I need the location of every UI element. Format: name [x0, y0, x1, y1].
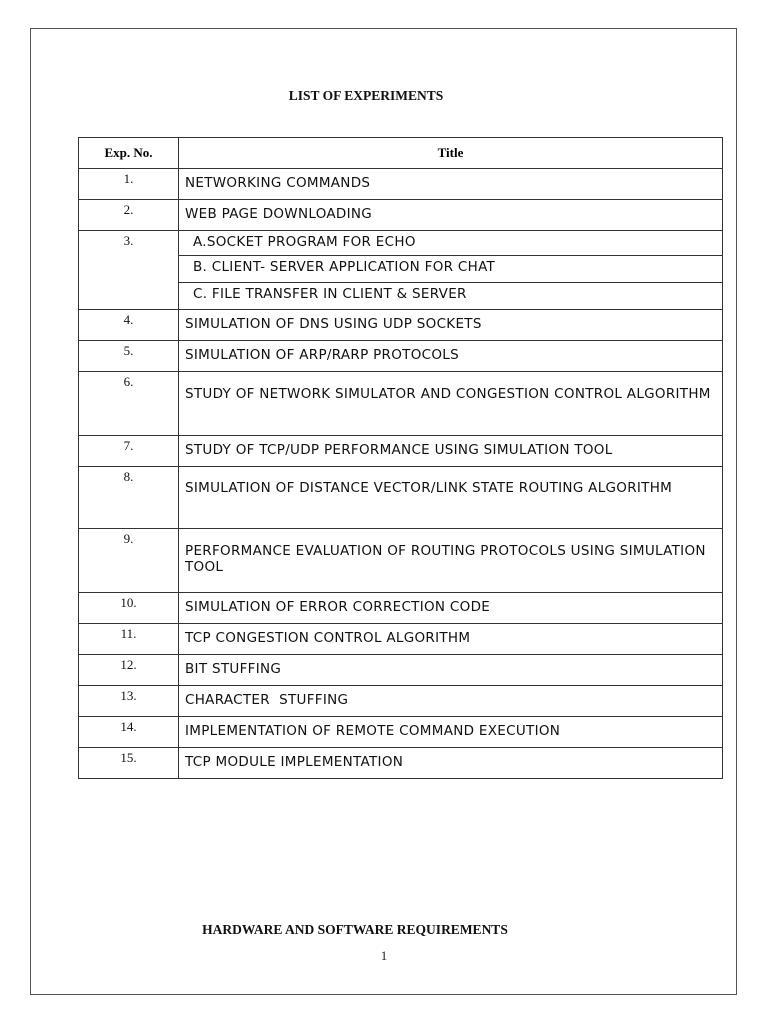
exp-title: SIMULATION OF ERROR CORRECTION CODE [185, 599, 491, 615]
exp-number: 8. [79, 467, 179, 529]
exp-title: SIMULATION OF DNS USING UDP SOCKETS [185, 316, 482, 332]
exp-number: 1. [79, 169, 179, 200]
exp-title-cell [179, 231, 723, 310]
exp-title-cell [179, 717, 723, 748]
exp-title: SIMULATION OF ARP/RARP PROTOCOLS [185, 347, 459, 363]
exp-title: IMPLEMENTATION OF REMOTE COMMAND EXECUTION [185, 723, 561, 739]
exp-number: 12. [79, 655, 179, 686]
table-header-row [79, 138, 723, 169]
exp-title-cell [179, 436, 723, 467]
exp-subtitle: C. FILE TRANSFER IN CLIENT & SERVER [193, 286, 467, 302]
table-row [79, 593, 723, 624]
column-header-exp-no: Exp. No. [79, 138, 179, 169]
table-row [79, 341, 723, 372]
exp-title: CHARACTER STUFFING [185, 692, 349, 708]
exp-number: 10. [79, 593, 179, 624]
experiments-table [78, 137, 723, 779]
exp-title: STUDY OF NETWORK SIMULATOR AND CONGESTION CONTROL ALGORITHM [185, 386, 711, 402]
section-heading: HARDWARE AND SOFTWARE REQUIREMENTS [202, 922, 508, 937]
page-number: 1 [380, 948, 388, 963]
exp-title-cell [179, 200, 723, 231]
exp-number: 4. [79, 310, 179, 341]
table-row [79, 748, 723, 779]
exp-number: 3. [79, 231, 179, 310]
exp-title: NETWORKING COMMANDS [185, 175, 371, 191]
table-row [79, 231, 723, 310]
exp-number: 5. [79, 341, 179, 372]
exp-title: SIMULATION OF DISTANCE VECTOR/LINK STATE ROUTING ALGORITHM [185, 480, 673, 496]
table-row [79, 467, 723, 529]
table-row [79, 686, 723, 717]
table-row [79, 436, 723, 467]
exp-number: 11. [79, 624, 179, 655]
exp-number: 9. [79, 529, 179, 593]
exp-number: 2. [79, 200, 179, 231]
exp-title-cell [179, 748, 723, 779]
exp-title-cell [179, 655, 723, 686]
table-row [79, 624, 723, 655]
table-row [79, 529, 723, 593]
exp-title: TCP CONGESTION CONTROL ALGORITHM [185, 630, 471, 646]
table-row [79, 200, 723, 231]
exp-title-cell [179, 624, 723, 655]
exp-number: 14. [79, 717, 179, 748]
table-row [79, 655, 723, 686]
exp-number: 15. [79, 748, 179, 779]
exp-title: TCP MODULE IMPLEMENTATION [185, 754, 404, 770]
exp-title-cell [179, 593, 723, 624]
exp-title-cell [179, 372, 723, 436]
exp-title: STUDY OF TCP/UDP PERFORMANCE USING SIMULATION TOOL [185, 442, 613, 458]
exp-number: 7. [79, 436, 179, 467]
exp-title-cell [179, 169, 723, 200]
table-row [79, 717, 723, 748]
exp-title-cell [179, 310, 723, 341]
column-header-title: Title [179, 138, 723, 169]
table-row [79, 310, 723, 341]
exp-number: 6. [79, 372, 179, 436]
exp-title-cell [179, 686, 723, 717]
exp-title-cell [179, 341, 723, 372]
page-title: LIST OF EXPERIMENTS [288, 88, 444, 103]
exp-subtitle: B. CLIENT- SERVER APPLICATION FOR CHAT [179, 256, 722, 283]
table-row [79, 372, 723, 436]
exp-number: 13. [79, 686, 179, 717]
exp-title: WEB PAGE DOWNLOADING [185, 206, 373, 222]
exp-title-cell [179, 529, 723, 593]
table-row [79, 169, 723, 200]
exp-subtitle: A.SOCKET PROGRAM FOR ECHO [179, 231, 722, 256]
exp-title-cell [179, 467, 723, 529]
exp-title: BIT STUFFING [185, 661, 282, 677]
exp-title: PERFORMANCE EVALUATION OF ROUTING PROTOCOLS USING SIMULATION TOOL [185, 543, 706, 575]
